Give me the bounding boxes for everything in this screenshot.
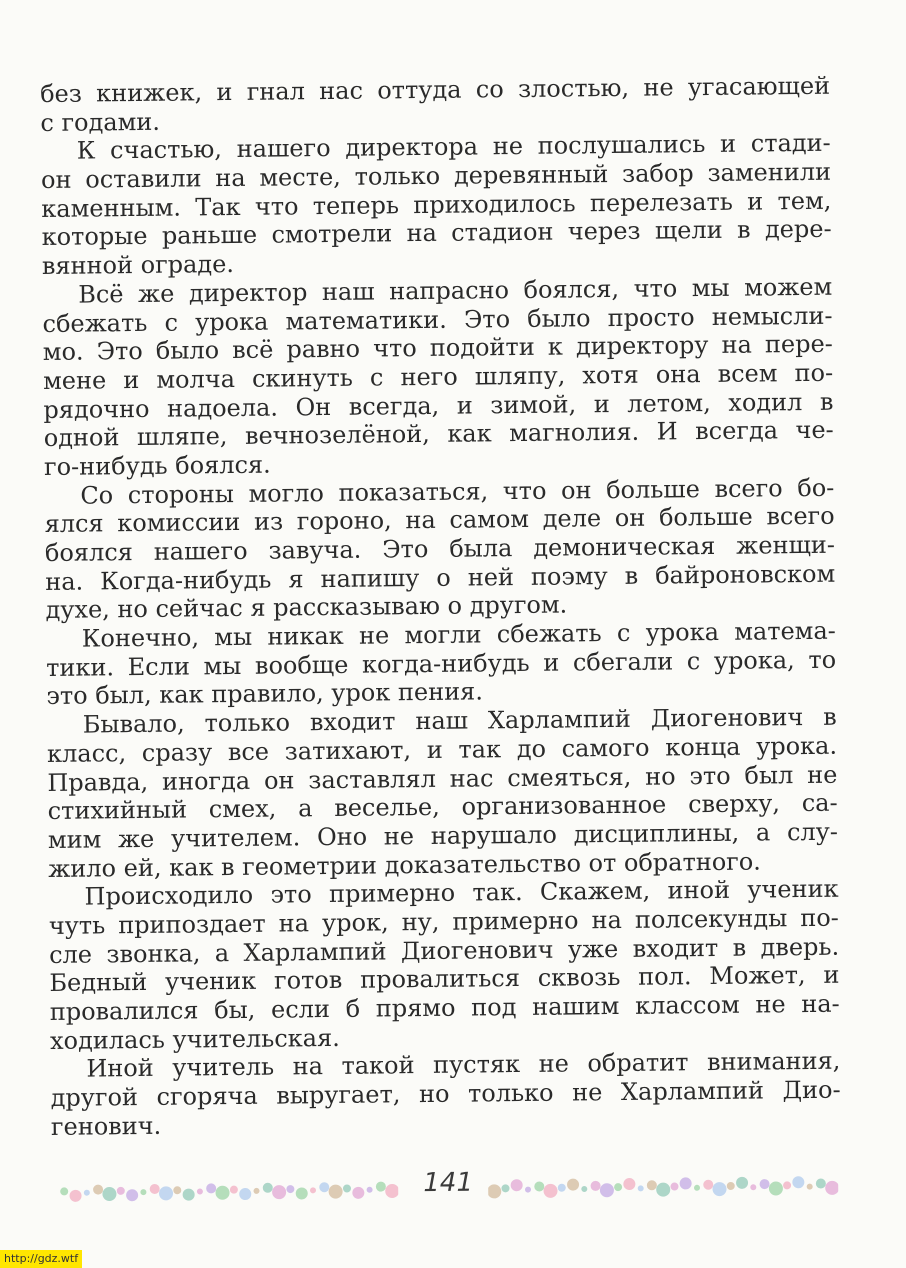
decorative-dot — [376, 1182, 386, 1192]
text-line: боялся нашего завуча. Это была демоническая женщи- — [44, 530, 836, 567]
text-line: генович. — [50, 1111, 162, 1141]
decorative-dot — [703, 1180, 713, 1190]
text-line: класс, сразу все затихают, и так до самого конца урока. — [46, 731, 838, 768]
text-line: Происходило это примерно так. Скажем, иной ученик — [84, 874, 839, 911]
paragraph — [41, 129, 832, 281]
decorative-dot — [534, 1181, 544, 1191]
paragraph — [40, 72, 831, 138]
decorative-dot — [263, 1183, 273, 1193]
decorative-dot — [543, 1184, 557, 1198]
decorative-dot — [329, 1185, 343, 1199]
decorative-dot — [385, 1184, 398, 1198]
text-line: рядочно надоела. Он всегда, и зимой, и летом, ходил в — [43, 387, 834, 424]
decorative-dot — [712, 1182, 726, 1196]
decorative-dot — [525, 1187, 531, 1193]
decorative-dot — [816, 1178, 826, 1188]
decorative-dot — [230, 1186, 238, 1194]
paragraph — [44, 473, 835, 625]
decorative-dot — [215, 1186, 229, 1200]
text-line: Конечно, мы никак не могли сбежать с урока матема- — [81, 616, 836, 653]
decorative-dot — [511, 1179, 523, 1191]
text-line: тики. Если мы вообще когда-нибудь и сбегали с урока, то — [46, 645, 837, 682]
text-line: К счастью, нашего директора не послушались и стади- — [76, 129, 831, 165]
decorative-dot — [750, 1184, 756, 1190]
decorative-dot — [727, 1182, 735, 1190]
decorative-dot — [126, 1189, 138, 1201]
decorative-dot — [140, 1189, 146, 1195]
decorative-dot — [638, 1185, 644, 1191]
decorative-dot — [647, 1180, 657, 1190]
paragraph — [48, 875, 840, 1055]
decorative-dot — [825, 1181, 838, 1195]
page-footer — [58, 1164, 838, 1212]
decorative-dot — [286, 1185, 294, 1193]
decorative-dot — [614, 1183, 622, 1191]
text-line: одной шляпе, вечнозелёной, как магнолия. И всегда че- — [43, 415, 834, 453]
page-number: 141 — [423, 1167, 474, 1199]
text-line: на. Когда-нибудь я напишу о ней поэму в байроновском — [45, 559, 836, 596]
decorative-dot — [183, 1189, 195, 1201]
decorative-dot — [600, 1183, 614, 1197]
decorative-dot — [239, 1188, 251, 1200]
decorative-dot — [792, 1176, 804, 1188]
decorative-dot — [488, 1184, 501, 1198]
text-line: мим же учителем. Оно не нарушало дисциплины, а слу- — [47, 817, 839, 854]
watermark-link[interactable]: http://gdz.wtf — [0, 1250, 82, 1268]
decorative-dot — [343, 1184, 351, 1192]
decorative-dot — [253, 1188, 259, 1194]
decorative-dot — [272, 1185, 286, 1199]
decorative-dot — [352, 1187, 364, 1199]
decorative-dot — [319, 1182, 329, 1192]
decorative-dot — [680, 1177, 692, 1189]
decorative-dot — [807, 1184, 813, 1190]
text-line: другой сгоряча выругает, но только не Харлампий Дио- — [50, 1075, 841, 1113]
decorative-dot — [558, 1184, 566, 1192]
text-line: каменным. Так что теперь приходилось перелезать и тем, — [41, 186, 832, 223]
text-line: сле звонка, а Харлампий Диогенович уже входит в дверь. — [49, 932, 840, 969]
paragraph — [46, 617, 837, 711]
decorative-dot — [623, 1178, 635, 1190]
decorative-dot — [117, 1187, 125, 1195]
decorative-dot — [93, 1185, 103, 1195]
decorative-dot — [760, 1179, 770, 1189]
text-line: сбежать с урока математики. Это было просто немысли- — [42, 301, 833, 338]
text-line: это был, как правило, урок пения. — [46, 677, 484, 711]
decorative-dot — [310, 1187, 316, 1193]
decorative-dot — [159, 1186, 173, 1200]
decorative-dots-right — [488, 1172, 838, 1202]
text-line: он оставили на месте, только деревянный забор заменили — [40, 157, 832, 195]
text-line: Со стороны могло показаться, что он больше всего бо- — [80, 473, 835, 510]
decorative-dot — [84, 1190, 90, 1196]
text-line: без книжек, и гнал нас оттуда со злостью, не угасающей — [40, 71, 831, 108]
text-line: жило ей, как в геометрии доказательство от обратного. — [48, 847, 762, 883]
decorative-dots-left — [58, 1176, 398, 1206]
text-line: чуть припоздает на урок, ну, примерно на полсекунды по- — [48, 903, 839, 940]
text-line: Иной учитель на такой пустяк не обратит внимания, — [86, 1047, 841, 1083]
decorative-dot — [567, 1179, 579, 1191]
decorative-dot — [197, 1188, 203, 1194]
text-line: с годами. — [40, 107, 161, 137]
text-line: Бедный ученик готов провалиться сквозь пол. Может, и — [49, 960, 840, 998]
decorative-dot — [694, 1185, 700, 1191]
text-line: ходилась учительская. — [49, 1023, 340, 1055]
text-line: ялся комиссии из гороно, на самом деле он больше всего — [44, 502, 835, 539]
text-line: духе, но сейчас я рассказываю о другом. — [45, 590, 568, 625]
decorative-dot — [769, 1181, 783, 1195]
decorative-dot — [670, 1183, 678, 1191]
decorative-dot — [501, 1184, 509, 1192]
text-line: стихийный смех, а веселье, организованное сверху, са- — [47, 788, 838, 826]
decorative-dot — [581, 1186, 587, 1192]
decorative-dot — [102, 1187, 116, 1201]
decorative-dot — [591, 1181, 601, 1191]
text-line: мене и молча скинуть с него шляпу, хотя она всем по- — [43, 358, 834, 395]
text-line: вянной ограде. — [41, 250, 235, 281]
paragraph — [42, 273, 834, 482]
decorative-dot — [736, 1177, 748, 1189]
decorative-dot — [206, 1183, 216, 1193]
text-line: Всё же директор наш напрасно боялся, что мы можем — [78, 272, 833, 309]
paragraph — [50, 1047, 841, 1141]
text-line: мо. Это было всё равно что подойти к директору на пере- — [42, 329, 833, 367]
decorative-dot — [150, 1184, 160, 1194]
decorative-dot — [69, 1190, 81, 1202]
decorative-dot — [783, 1181, 791, 1189]
text-line: которые раньше смотрели на стадион через щели в дере- — [41, 215, 832, 252]
decorative-dot — [173, 1186, 181, 1194]
decorative-dot — [60, 1187, 68, 1195]
page-body-text — [40, 72, 841, 1142]
decorative-dot — [656, 1183, 670, 1197]
text-line: Правда, иногда он заставлял нас смеяться, но это был не — [47, 760, 838, 797]
decorative-dot — [296, 1187, 308, 1199]
text-line: провалился бы, если б прямо под нашим классом не на- — [49, 989, 840, 1026]
paragraph — [47, 703, 839, 883]
text-line: го-нибудь боялся. — [43, 450, 271, 481]
decorative-dot — [367, 1187, 373, 1193]
text-line: Бывало, только входит наш Харлампий Диогенович в — [82, 702, 837, 739]
